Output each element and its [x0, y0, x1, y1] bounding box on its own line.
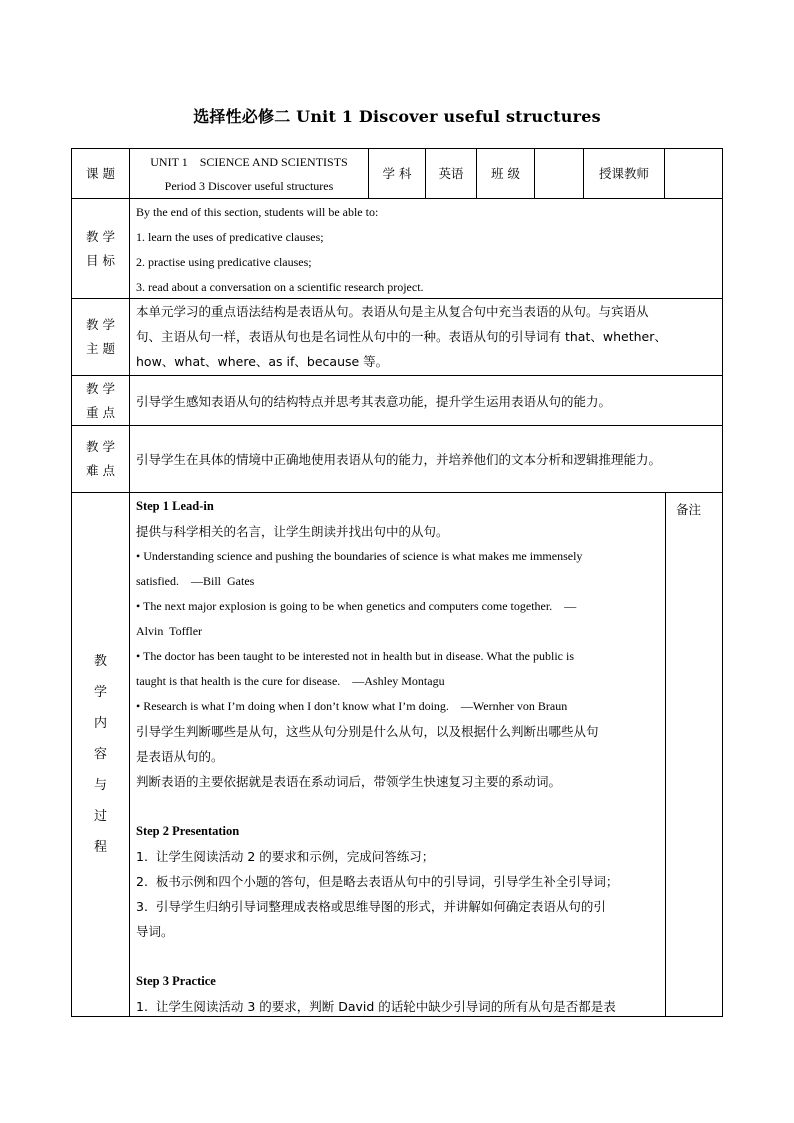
step1-title: Step 1 Lead-in: [136, 499, 214, 513]
theme-line: 本单元学习的重点语法结构是表语从句。表语从句是主从复合句中充当表语的从句。与宾语从: [136, 304, 649, 319]
theme-label-line-2: 主 题: [86, 341, 115, 356]
difficulty-label-line-1: 教 学: [86, 439, 115, 454]
process-label-char: 教: [93, 654, 107, 669]
notes-cell: [665, 492, 723, 1017]
topic-value-cell: [129, 148, 369, 199]
step3-title: Step 3 Practice: [136, 974, 216, 988]
objectives-content-cell: [129, 198, 723, 299]
teacher-label-cell: [583, 148, 665, 199]
difficulty-text: 引导学生在具体的情境中正确地使用表语从句的能力，并培养他们的文本分析和逻辑推理能力。: [136, 452, 662, 467]
difficulty-label-line-2: 难 点: [86, 463, 115, 478]
theme-line: 句、主语从句一样，表语从句也是名词性从句中的一种。表语从句的引导词有 that、whether、: [136, 329, 667, 344]
step2-title: Step 2 Presentation: [136, 824, 240, 838]
difficulty-label-cell: [71, 425, 130, 493]
objectives-label-line-1: 教 学: [86, 228, 115, 244]
process-label-char: 与: [93, 778, 107, 793]
objectives-label-line-2: 目 标: [86, 252, 115, 268]
subject-label-cell: [368, 148, 426, 199]
objectives-line: 2. practise using predicative clauses;: [136, 255, 312, 269]
process-label-cell: [71, 492, 130, 1017]
step2-line: 1. 让学生阅读活动 2 的要求和示例，完成问答练习；: [136, 849, 435, 864]
objectives-line: 1. learn the uses of predicative clauses;: [136, 230, 324, 244]
step1-line: 判断表语的主要依据就是表语在系动词后，带领学生快速复习主要的系动词。: [136, 774, 562, 789]
page-title: 选择性必修二 Unit 1 Discover useful structures: [193, 107, 601, 126]
step1-line: 引导学生判断哪些是从句，这些从句分别是什么从句，以及根据什么判断出哪些从句: [136, 724, 599, 739]
notes-label: 备注: [676, 502, 702, 517]
process-label-char: 过: [93, 809, 107, 824]
topic-line-2: Period 3 Discover useful structures: [164, 179, 334, 193]
class-label: 班 级: [491, 165, 520, 181]
step1-line: 提供与科学相关的名言，让学生朗读并找出句中的从句。: [136, 524, 449, 539]
difficulty-content-cell: [129, 425, 723, 493]
process-label-char: 程: [93, 840, 107, 855]
class-label-cell: [476, 148, 535, 199]
process-content-cell: [129, 492, 666, 1017]
objectives-line: By the end of this section, students will be able to:: [136, 205, 379, 219]
step1-line: 是表语从句的。: [136, 749, 224, 764]
focus-text: 引导学生感知表语从句的结构特点并思考其表意功能，提升学生运用表语从句的能力。: [136, 393, 612, 409]
focus-label-line-1: 教 学: [86, 380, 115, 396]
step2-line: 3. 引导学生归纳引导词整理成表格或思维导图的形式，并讲解如何确定表语从句的引: [136, 899, 606, 914]
step1-line: Alvin Toffler: [136, 624, 203, 638]
process-label-char: 学: [93, 685, 107, 700]
theme-label-line-1: 教 学: [86, 317, 115, 332]
step1-line: satisfied. —Bill Gates: [136, 574, 255, 588]
focus-content-cell: [129, 375, 723, 426]
step1-line: • Understanding science and pushing the boundaries of science is what makes me immensely: [136, 549, 583, 563]
subject-label: 学 科: [382, 165, 412, 181]
class-value-cell: [534, 148, 584, 199]
focus-label-line-2: 重 点: [86, 404, 115, 420]
focus-label-cell: [71, 375, 130, 426]
process-label-char: 内: [93, 716, 107, 731]
theme-content-cell: [129, 298, 723, 376]
objectives-line: 3. read about a conversation on a scientific research project.: [136, 280, 424, 294]
step1-line: • The next major explosion is going to be when genetics and computers come together. —: [136, 599, 577, 613]
step1-line: taught is that health is the cure for disease. —Ashley Montagu: [136, 674, 445, 688]
subject-value: 英语: [438, 165, 464, 181]
step1-line: • The doctor has been taught to be interested not in health but in disease. What the public is: [136, 649, 574, 663]
teacher-value-cell: [664, 148, 723, 199]
step2-line: 2. 板书示例和四个小题的答句，但是略去表语从句中的引导词，引导学生补全引导词；: [136, 874, 619, 889]
step1-line: • Research is what I’m doing when I don’t know what I’m doing. —Wernher von Braun: [136, 699, 568, 713]
topic-label: 课 题: [86, 165, 115, 181]
topic-label-cell: [71, 148, 130, 199]
topic-line-1: UNIT 1 SCIENCE AND SCIENTISTS: [150, 155, 348, 169]
theme-label-cell: [71, 298, 130, 376]
step2-line: 导词。: [136, 924, 174, 939]
teacher-label: 授课教师: [598, 165, 649, 181]
theme-line: how、what、where、as if、because 等。: [136, 354, 389, 369]
subject-value-cell: [425, 148, 477, 199]
objectives-label-cell: [71, 198, 130, 299]
process-label-char: 容: [93, 747, 107, 762]
step3-line: 1. 让学生阅读活动 3 的要求，判断 David 的话轮中缺少引导词的所有从句是否都是表: [136, 999, 616, 1014]
